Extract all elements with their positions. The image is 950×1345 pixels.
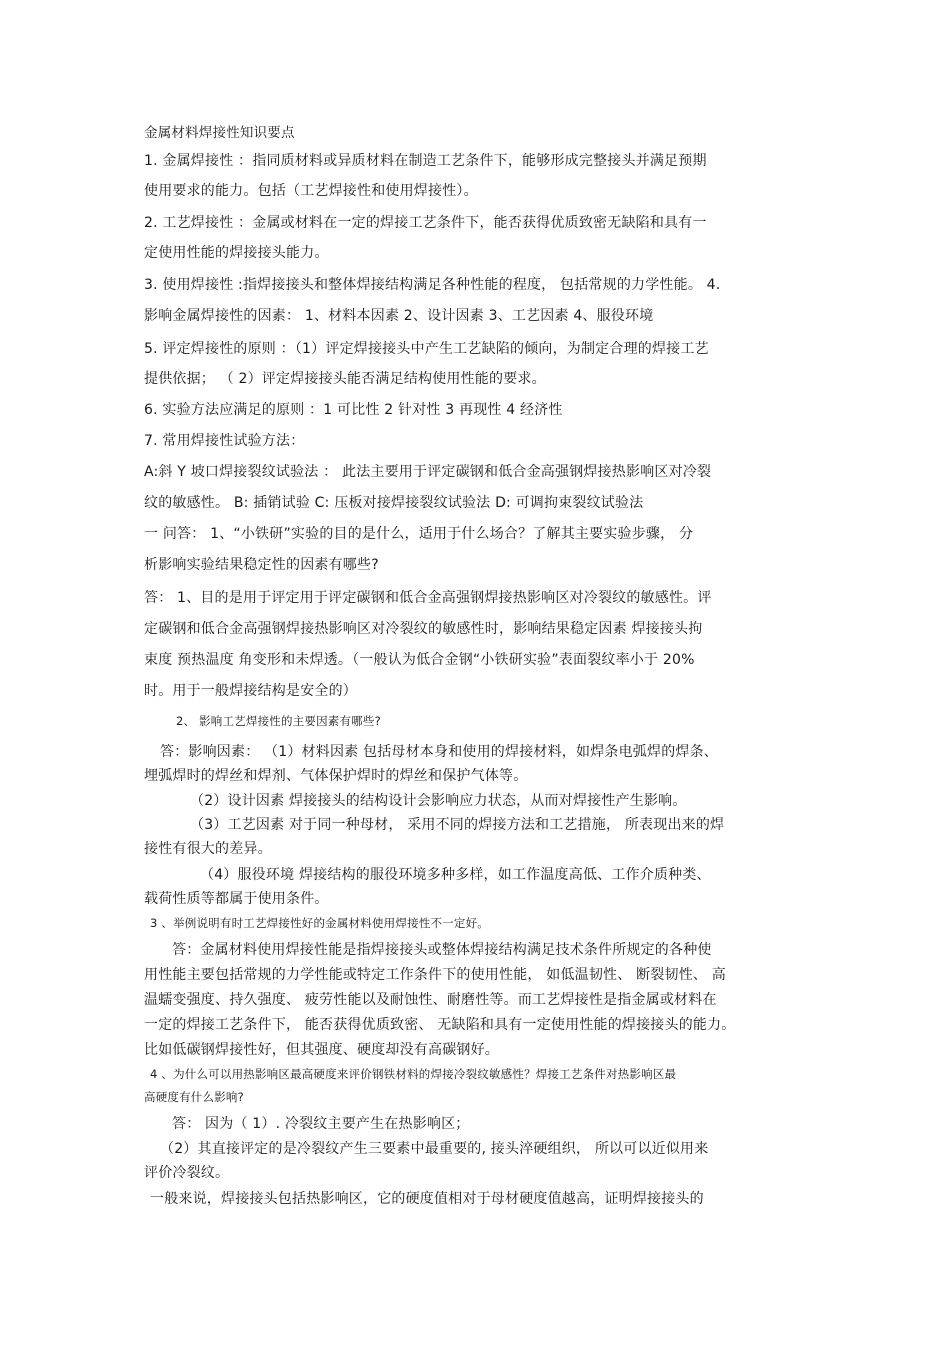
text-line: 接性有很大的差异。	[144, 841, 272, 857]
question-line: 3 、举例说明有时工艺焊接性好的金属材料使用焊接性不一定好。	[150, 916, 489, 930]
text-line: 埋弧焊时的焊丝和焊剂、气体保护焊时的焊丝和保护气体等。	[144, 768, 528, 784]
text-line: 一般来说，焊接接头包括热影响区，它的硬度值相对于母材硬度值越高，证明焊接接头的	[150, 1191, 704, 1207]
text-line: 答： 1、目的是用于评定用于评定碳钢和低合金高强钢焊接热影响区对冷裂纹的敏感性。评	[144, 590, 712, 606]
text-line: （3）工艺因素 对于同一种母材， 采用不同的焊接方法和工艺措施， 所表现出来的焊	[190, 817, 725, 833]
text-line: 载荷性质等都属于使用条件。	[144, 891, 329, 907]
text-line: 使用要求的能力。包括（工艺焊接性和使用焊接性）。	[144, 183, 478, 199]
text-line: A:斜 Y 坡口焊接裂纹试验法 ： 此法主要用于评定碳钢和低合金高强钢焊接热影响区对冷裂	[144, 464, 712, 480]
text-line: 5. 评定焊接性的原则 ：（1）评定焊接接头中产生工艺缺陷的倾向，为制定合理的焊接工艺	[144, 341, 709, 357]
text-line: 定碳钢和低合金高强钢焊接热影响区对冷裂纹的敏感性时，影响结果稳定因素 焊接接头拘	[144, 621, 703, 637]
text-line: （2）设计因素 焊接接头的结构设计会影响应力状态，从而对焊接性产生影响。	[190, 793, 687, 809]
text-line: 温蠕变强度、持久强度、 疲劳性能以及耐蚀性、耐磨性等。而工艺焊接性是指金属或材料在	[144, 992, 717, 1008]
text-line: 6. 实验方法应满足的原则 ：1 可比性 2 针对性 3 再现性 4 经济性	[144, 402, 563, 418]
text-line: 3. 使用焊接性 :指焊接接头和整体焊接结构满足各种性能的程度， 包括常规的力学性能。 4.	[144, 277, 721, 293]
text-line: （4）服役环境 焊接结构的服役环境多种多样，如工作温度高低、工作介质种类、	[200, 867, 711, 883]
text-line: 7. 常用焊接性试验方法：	[144, 433, 305, 449]
text-line: 提供依据； （ 2）评定焊接接头能否满足结构使用性能的要求。	[144, 371, 546, 387]
question-line: 4 、为什么可以用热影响区最高硬度来评价钢铁材料的焊接冷裂纹敏感性？焊接工艺条件对热影响区最	[150, 1067, 677, 1081]
question-line: 高硬度有什么影响?	[144, 1090, 244, 1104]
text-line: 一 问答： 1、“小铁研”实验的目的是什么，适用于什么场合？了解其主要实验步骤， 分	[144, 526, 694, 542]
question-line: 2、 影响工艺焊接性的主要因素有哪些?	[176, 714, 381, 728]
text-line: 1. 金属焊接性 ：指同质材料或异质材料在制造工艺条件下，能够形成完整接头并满足预期	[144, 153, 707, 169]
text-line: 纹的敏感性。 B: 插销试验 C: 压板对接焊接裂纹试验法 D: 可调拘束裂纹试验法	[144, 495, 644, 511]
doc-title: 金属材料焊接性知识要点	[144, 125, 295, 141]
text-line: 定使用性能的焊接接头能力。	[144, 245, 329, 261]
text-line: （2）其直接评定的是冷裂纹产生三要素中最重要的, 接头淬硬组织， 所以可以近似用来	[160, 1141, 709, 1157]
text-line: 评价冷裂纹。	[144, 1165, 230, 1181]
text-line: 比如低碳钢焊接性好，但其强度、硬度却没有高碳钢好。	[144, 1042, 499, 1058]
text-line: 影响金属焊接性的因素： 1、材料本因素 2、设计因素 3、工艺因素 4、服役环境	[144, 308, 654, 324]
text-line: 2. 工艺焊接性 ：金属或材料在一定的焊接工艺条件下，能否获得优质致密无缺陷和具有一	[144, 215, 707, 231]
text-line: 析影响实验结果稳定性的因素有哪些?	[144, 557, 379, 573]
text-line: 用性能主要包括常规的力学性能或特定工作条件下的使用性能， 如低温韧性、 断裂韧性、 高	[144, 967, 726, 983]
text-line: 时。用于一般焊接结构是安全的）	[144, 683, 357, 699]
text-line: 答： 因为（ 1）. 冷裂纹主要产生在热影响区；	[172, 1116, 470, 1132]
text-line: 束度 预热温度 角变形和未焊透。（一般认为低合金钢“小铁研实验”表面裂纹率小于 20%	[144, 652, 695, 668]
text-line: 答：影响因素： （1）材料因素 包括母材本身和使用的焊接材料，如焊条电弧焊的焊条、	[160, 744, 719, 760]
text-line: 答：金属材料使用焊接性能是指焊接接头或整体焊接结构满足技术条件所规定的各种使	[172, 942, 712, 958]
text-line: 一定的焊接工艺条件下， 能否获得优质致密、 无缺陷和具有一定使用性能的焊接接头的能力。	[144, 1017, 736, 1033]
